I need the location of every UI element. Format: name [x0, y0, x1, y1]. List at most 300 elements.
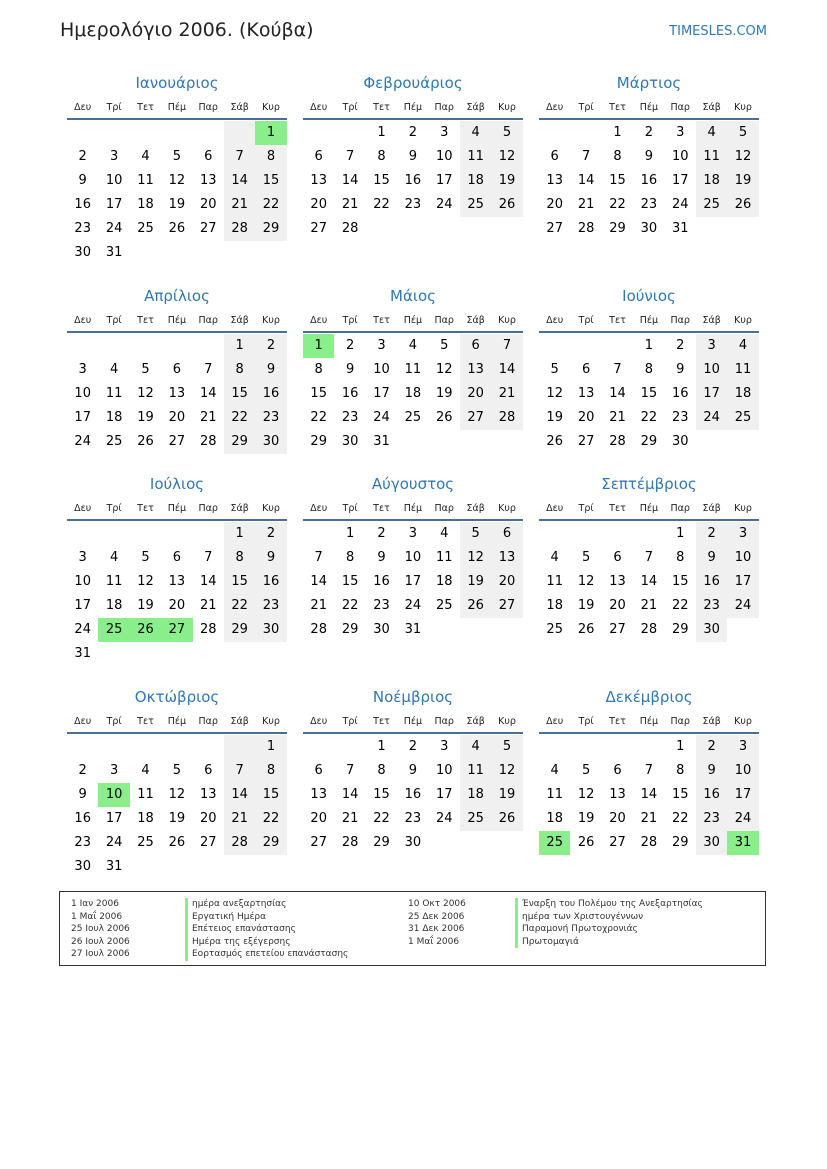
- day-cell: 28: [609, 434, 626, 449]
- day-cell: 5: [550, 362, 559, 377]
- day-cell: 22: [341, 598, 359, 613]
- day-cell: 15: [609, 173, 626, 188]
- day-cell: 13: [609, 787, 626, 802]
- day-cell: 7: [204, 550, 213, 565]
- day-cell: 7: [314, 550, 323, 565]
- day-cell: 17: [105, 197, 123, 212]
- day-cell: 7: [345, 149, 355, 164]
- weekday-label: Κυρ: [498, 314, 516, 326]
- empty-cell: [67, 334, 98, 358]
- day-cell: 25: [727, 406, 758, 430]
- month-block: [539, 684, 759, 855]
- day-cell: 24: [727, 807, 758, 831]
- day-cell: 2: [255, 334, 286, 358]
- weekday-label: Σάβ: [702, 101, 721, 113]
- holiday-legend: [59, 891, 766, 966]
- day-cell: 13: [546, 173, 563, 188]
- day-cell: 6: [491, 522, 522, 546]
- days-grid: [539, 735, 759, 855]
- day-cell: 9: [408, 763, 417, 778]
- weekday-label: Σάβ: [466, 502, 485, 514]
- day-cell: 21: [224, 807, 255, 831]
- legend-names-left: [185, 898, 348, 961]
- day-cell: 18: [546, 811, 563, 826]
- day-cell: 3: [696, 334, 727, 358]
- weekday-header: [303, 96, 523, 120]
- weekday-label: Παρ: [670, 101, 690, 113]
- day-cell: 27: [199, 221, 217, 236]
- day-cell: 4: [141, 149, 150, 164]
- day-cell: 1: [224, 522, 255, 546]
- weekday-label: Δευ: [546, 715, 564, 727]
- day-cell: 24: [671, 197, 689, 212]
- day-cell: 19: [137, 410, 154, 425]
- day-cell: 31: [74, 646, 91, 661]
- days-grid: [67, 522, 287, 666]
- days-grid: [67, 121, 287, 265]
- weekday-label: Πέμ: [639, 314, 659, 326]
- day-cell: 11: [460, 145, 491, 169]
- day-cell: 8: [255, 759, 286, 783]
- day-cell: 23: [640, 197, 658, 212]
- day-cell: 12: [727, 145, 758, 169]
- day-cell: 27: [199, 835, 217, 850]
- weekday-label: Πέμ: [167, 101, 187, 113]
- day-cell: 22: [373, 197, 390, 212]
- day-cell: 9: [696, 759, 727, 783]
- day-cell: 13: [310, 787, 327, 802]
- month-block: [67, 283, 287, 454]
- day-cell: 2: [78, 763, 87, 778]
- day-cell: 23: [373, 598, 390, 613]
- day-cell: 11: [105, 574, 123, 589]
- day-cell: 15: [671, 787, 689, 802]
- day-cell: 23: [696, 807, 727, 831]
- day-cell: 16: [404, 787, 422, 802]
- weekday-label: Κυρ: [262, 101, 280, 113]
- weekday-label: Τρί: [342, 314, 358, 326]
- days-grid: [539, 522, 759, 642]
- day-cell: 5: [581, 550, 591, 565]
- day-cell: 15: [310, 386, 327, 401]
- day-cell: 20: [310, 811, 327, 826]
- empty-cell: [130, 121, 161, 145]
- day-cell: 22: [609, 197, 626, 212]
- day-cell: 14: [224, 783, 255, 807]
- day-cell: 19: [546, 410, 563, 425]
- day-cell: 2: [345, 338, 355, 353]
- day-cell: 4: [460, 735, 491, 759]
- weekday-label: Σάβ: [702, 314, 721, 326]
- day-cell: 9: [78, 173, 87, 188]
- day-cell: 3: [109, 149, 119, 164]
- day-cell: 23: [255, 406, 286, 430]
- day-cell: 7: [644, 763, 653, 778]
- day-cell: 19: [491, 169, 522, 193]
- weekday-label: Κυρ: [734, 715, 752, 727]
- day-cell: 8: [224, 546, 255, 570]
- day-cell: 15: [373, 173, 390, 188]
- day-cell: 24: [105, 835, 123, 850]
- day-cell: 13: [609, 574, 626, 589]
- day-cell: 19: [168, 197, 186, 212]
- weekday-label: Δευ: [74, 715, 92, 727]
- weekday-label: Τρί: [578, 314, 594, 326]
- day-cell: 3: [440, 125, 449, 140]
- day-cell: 24: [74, 434, 91, 449]
- day-cell: 16: [74, 811, 91, 826]
- day-cell: 26: [727, 193, 758, 217]
- day-cell: 31: [105, 859, 123, 874]
- legend-date: 1 Ιαν 2006: [71, 899, 119, 909]
- day-cell: 24: [435, 811, 453, 826]
- day-cell: 30: [696, 831, 727, 855]
- day-cell: 19: [137, 598, 154, 613]
- legend-names-right: [515, 898, 703, 948]
- day-cell: 6: [460, 334, 491, 358]
- day-cell: 16: [696, 783, 727, 807]
- day-cell: 24: [696, 406, 727, 430]
- day-cell: 15: [671, 574, 689, 589]
- day-cell: 26: [460, 594, 491, 618]
- empty-cell: [67, 121, 98, 145]
- day-cell: 26: [168, 835, 186, 850]
- day-cell: 2: [644, 125, 653, 140]
- day-cell: 17: [435, 173, 453, 188]
- day-cell: 10: [696, 358, 727, 382]
- empty-cell: [98, 522, 129, 546]
- day-cell: 15: [224, 570, 255, 594]
- day-cell: 6: [550, 149, 559, 164]
- weekday-label: Σάβ: [702, 502, 721, 514]
- day-cell: 14: [341, 173, 359, 188]
- weekday-label: Κυρ: [734, 502, 752, 514]
- weekday-label: Τρί: [578, 101, 594, 113]
- weekday-label: Τρί: [106, 101, 122, 113]
- day-cell: 10: [74, 386, 91, 401]
- day-cell: 2: [408, 739, 417, 754]
- day-cell: 16: [404, 173, 422, 188]
- month-title: Μάρτιος: [616, 74, 682, 92]
- day-cell: 4: [696, 121, 727, 145]
- weekday-label: Τετ: [609, 502, 626, 514]
- day-cell: 29: [640, 434, 658, 449]
- weekday-label: Σάβ: [466, 715, 485, 727]
- day-cell: 15: [373, 787, 390, 802]
- day-cell: 20: [168, 410, 186, 425]
- weekday-label: Κυρ: [734, 101, 752, 113]
- day-cell: 30: [255, 618, 286, 642]
- day-cell: 29: [671, 835, 689, 850]
- day-cell: 12: [435, 362, 453, 377]
- empty-cell: [602, 522, 633, 546]
- day-cell: 19: [577, 811, 595, 826]
- empty-cell: [539, 522, 570, 546]
- day-cell: 23: [404, 811, 422, 826]
- weekday-header: [539, 309, 759, 333]
- empty-cell: [130, 334, 161, 358]
- day-cell: 18: [137, 811, 154, 826]
- day-cell: 21: [224, 193, 255, 217]
- day-cell: 2: [377, 526, 386, 541]
- day-cell: 5: [581, 763, 591, 778]
- day-cell: 9: [696, 546, 727, 570]
- day-cell: 2: [676, 338, 685, 353]
- days-grid: [67, 735, 287, 879]
- empty-cell: [161, 121, 192, 145]
- day-cell: 12: [491, 759, 522, 783]
- holiday-day-cell: 25: [539, 831, 570, 855]
- weekday-label: Πέμ: [639, 502, 659, 514]
- day-cell: 14: [640, 787, 658, 802]
- weekday-label: Τρί: [342, 101, 358, 113]
- day-cell: 28: [491, 406, 522, 430]
- day-cell: 6: [613, 550, 622, 565]
- day-cell: 18: [460, 783, 491, 807]
- day-cell: 3: [727, 735, 758, 759]
- day-cell: 1: [613, 125, 622, 140]
- weekday-label: Δευ: [546, 502, 564, 514]
- day-cell: 2: [255, 522, 286, 546]
- day-cell: 29: [224, 430, 255, 454]
- day-cell: 6: [314, 763, 323, 778]
- weekday-label: Τρί: [578, 502, 594, 514]
- day-cell: 10: [105, 173, 123, 188]
- day-cell: 22: [224, 594, 255, 618]
- day-cell: 20: [609, 811, 626, 826]
- day-cell: 22: [671, 598, 689, 613]
- day-cell: 14: [224, 169, 255, 193]
- weekday-header: [539, 497, 759, 521]
- day-cell: 17: [74, 410, 91, 425]
- legend-date: 31 Δεκ 2006: [408, 924, 465, 934]
- day-cell: 30: [255, 430, 286, 454]
- day-cell: 23: [671, 410, 689, 425]
- day-cell: 29: [671, 622, 689, 637]
- day-cell: 14: [491, 358, 522, 382]
- day-cell: 27: [609, 835, 626, 850]
- weekday-label: Παρ: [434, 314, 454, 326]
- weekday-header: [303, 497, 523, 521]
- day-cell: 12: [137, 574, 154, 589]
- weekday-header: [67, 96, 287, 120]
- weekday-label: Τετ: [609, 101, 626, 113]
- legend-holiday-name: Ημέρα της εξέγερσης: [185, 936, 348, 949]
- month-block: [539, 283, 759, 454]
- day-cell: 20: [199, 197, 217, 212]
- day-cell: 30: [74, 859, 91, 874]
- brand-link[interactable]: TIMESLES.COM: [669, 24, 767, 39]
- day-cell: 5: [440, 338, 449, 353]
- day-cell: 9: [255, 358, 286, 382]
- day-cell: 9: [345, 362, 355, 377]
- day-cell: 21: [310, 598, 327, 613]
- day-cell: 26: [491, 807, 522, 831]
- weekday-label: Τετ: [137, 314, 154, 326]
- month-block: [67, 471, 287, 666]
- day-cell: 10: [727, 546, 758, 570]
- day-cell: 25: [546, 622, 563, 637]
- day-cell: 17: [404, 574, 422, 589]
- day-cell: 12: [546, 386, 563, 401]
- day-cell: 16: [640, 173, 658, 188]
- day-cell: 22: [255, 807, 286, 831]
- day-cell: 1: [644, 338, 653, 353]
- weekday-label: Πέμ: [403, 502, 423, 514]
- day-cell: 6: [581, 362, 591, 377]
- day-cell: 12: [168, 787, 186, 802]
- day-cell: 18: [460, 169, 491, 193]
- weekday-label: Κυρ: [262, 314, 280, 326]
- weekday-label: Σάβ: [230, 101, 249, 113]
- day-cell: 10: [74, 574, 91, 589]
- empty-cell: [130, 735, 161, 759]
- day-cell: 20: [577, 410, 595, 425]
- day-cell: 14: [640, 574, 658, 589]
- legend-date: 27 Ιουλ 2006: [71, 949, 130, 959]
- day-cell: 25: [404, 410, 422, 425]
- day-cell: 28: [199, 622, 217, 637]
- days-grid: [539, 121, 759, 241]
- weekday-label: Τρί: [342, 502, 358, 514]
- empty-cell: [67, 522, 98, 546]
- day-cell: 7: [224, 145, 255, 169]
- day-cell: 15: [255, 783, 286, 807]
- day-cell: 26: [546, 434, 563, 449]
- holiday-day-cell: 10: [98, 783, 129, 807]
- day-cell: 31: [373, 434, 390, 449]
- day-cell: 26: [168, 221, 186, 236]
- day-cell: 20: [310, 197, 327, 212]
- legend-holiday-name: Πρωτομαγιά: [515, 936, 703, 949]
- day-cell: 1: [377, 739, 386, 754]
- weekday-label: Σάβ: [230, 715, 249, 727]
- day-cell: 9: [408, 149, 417, 164]
- empty-cell: [334, 121, 365, 145]
- day-cell: 5: [727, 121, 758, 145]
- month-block: [303, 283, 523, 454]
- day-cell: 16: [74, 197, 91, 212]
- weekday-label: Δευ: [74, 101, 92, 113]
- weekday-label: Κυρ: [498, 715, 516, 727]
- day-cell: 14: [609, 386, 626, 401]
- day-cell: 6: [204, 763, 213, 778]
- day-cell: 21: [199, 598, 217, 613]
- legend-date: 1 Μαΐ 2006: [408, 936, 460, 947]
- weekday-label: Σάβ: [702, 715, 721, 727]
- day-cell: 7: [491, 334, 522, 358]
- day-cell: 16: [255, 570, 286, 594]
- empty-cell: [224, 735, 255, 759]
- legend-date: 26 Ιουλ 2006: [71, 936, 130, 947]
- day-cell: 2: [696, 522, 727, 546]
- day-cell: 26: [137, 434, 154, 449]
- day-cell: 28: [224, 831, 255, 855]
- day-cell: 1: [345, 526, 355, 541]
- day-cell: 7: [581, 149, 591, 164]
- weekday-label: Παρ: [670, 314, 690, 326]
- day-cell: 21: [577, 197, 595, 212]
- day-cell: 18: [435, 574, 453, 589]
- day-cell: 30: [671, 434, 689, 449]
- weekday-label: Παρ: [198, 314, 218, 326]
- day-cell: 2: [408, 125, 417, 140]
- weekday-label: Κυρ: [262, 502, 280, 514]
- weekday-label: Πέμ: [403, 101, 423, 113]
- legend-date: 10 Οκτ 2006: [408, 899, 466, 909]
- day-cell: 8: [314, 362, 323, 377]
- month-block: [539, 70, 759, 241]
- weekday-label: Σάβ: [466, 314, 485, 326]
- day-cell: 8: [676, 550, 685, 565]
- empty-cell: [602, 735, 633, 759]
- day-cell: 19: [491, 783, 522, 807]
- day-cell: 23: [255, 594, 286, 618]
- day-cell: 23: [404, 197, 422, 212]
- day-cell: 20: [168, 598, 186, 613]
- empty-cell: [539, 735, 570, 759]
- weekday-label: Δευ: [546, 314, 564, 326]
- day-cell: 16: [671, 386, 689, 401]
- day-cell: 7: [204, 362, 213, 377]
- day-cell: 11: [435, 550, 453, 565]
- day-cell: 8: [255, 145, 286, 169]
- day-cell: 29: [255, 831, 286, 855]
- day-cell: 25: [696, 193, 727, 217]
- day-cell: 4: [141, 763, 150, 778]
- day-cell: 28: [341, 835, 359, 850]
- day-cell: 3: [78, 362, 87, 377]
- month-title: Ιούνιος: [622, 287, 676, 305]
- empty-cell: [161, 522, 192, 546]
- empty-cell: [633, 522, 664, 546]
- weekday-label: Τρί: [106, 715, 122, 727]
- day-cell: 11: [696, 145, 727, 169]
- weekday-label: Τρί: [106, 502, 122, 514]
- day-cell: 7: [345, 763, 355, 778]
- empty-cell: [570, 735, 601, 759]
- day-cell: 24: [435, 197, 453, 212]
- day-cell: 25: [137, 835, 154, 850]
- day-cell: 4: [109, 362, 119, 377]
- day-cell: 10: [671, 149, 689, 164]
- day-cell: 6: [314, 149, 323, 164]
- day-cell: 10: [404, 550, 422, 565]
- empty-cell: [193, 121, 224, 145]
- day-cell: 2: [78, 149, 87, 164]
- day-cell: 24: [105, 221, 123, 236]
- month-title: Απρίλιος: [144, 287, 210, 305]
- day-cell: 22: [640, 410, 658, 425]
- day-cell: 25: [460, 193, 491, 217]
- day-cell: 17: [727, 570, 758, 594]
- day-cell: 18: [105, 598, 123, 613]
- day-cell: 14: [310, 574, 327, 589]
- day-cell: 16: [373, 574, 390, 589]
- day-cell: 1: [224, 334, 255, 358]
- days-grid: [303, 735, 523, 855]
- day-cell: 17: [727, 783, 758, 807]
- day-cell: 11: [546, 574, 563, 589]
- day-cell: 20: [491, 570, 522, 594]
- weekday-label: Παρ: [670, 715, 690, 727]
- day-cell: 11: [404, 362, 422, 377]
- day-cell: 30: [696, 618, 727, 642]
- weekday-label: Κυρ: [498, 502, 516, 514]
- day-cell: 22: [671, 811, 689, 826]
- weekday-header: [67, 309, 287, 333]
- legend-holiday-name: Έναρξη του Πολέμου της Ανεξαρτησίας: [515, 898, 703, 911]
